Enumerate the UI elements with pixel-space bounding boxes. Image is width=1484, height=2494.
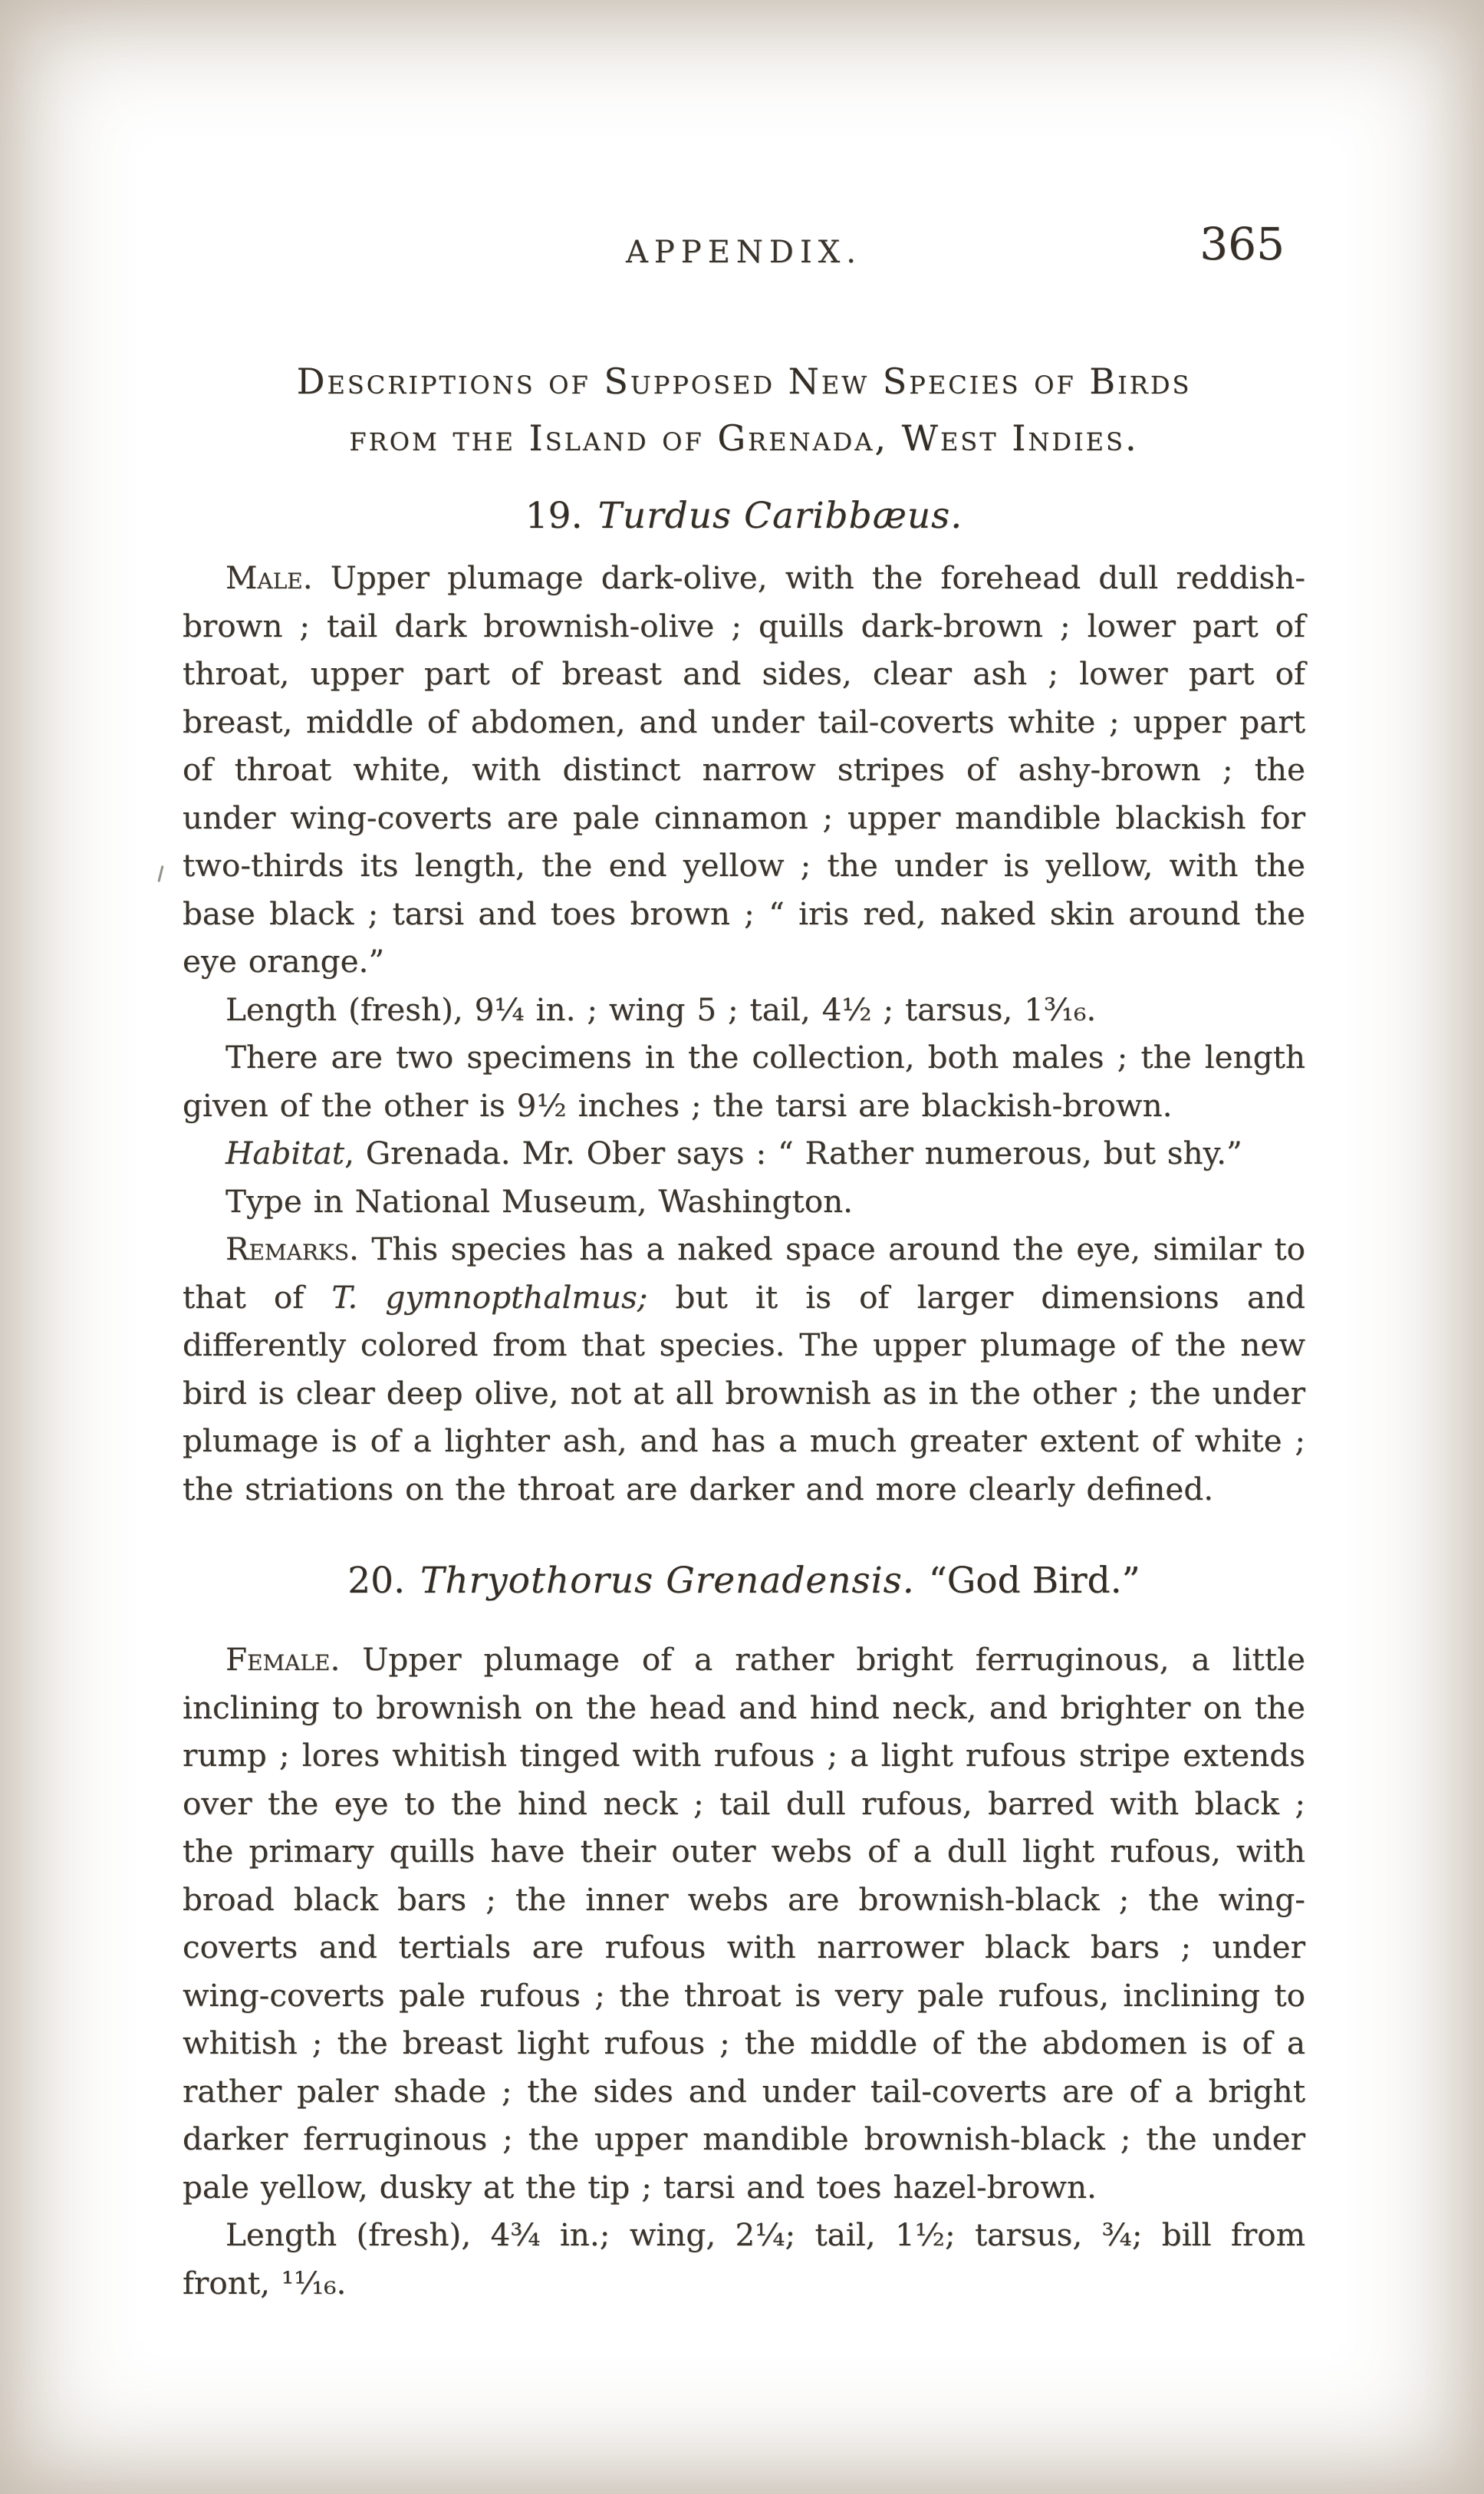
species-19-scientific-name: Turdus Caribbæus.: [597, 495, 963, 537]
remarks-text-pre: This species has a naked space around the eye, similar to that of: [183, 1231, 1305, 1316]
species-19-type-location: Type in National Museum, Washington.: [225, 1182, 854, 1220]
female-label: Female.: [225, 1641, 341, 1678]
page-number: 365: [1199, 218, 1285, 270]
species-19-measurements: Length (fresh), 9¼ in. ; wing 5 ; tail, 4½ ; tarsus, 1³⁄₁₆.: [225, 990, 1097, 1028]
species-20-heading: [183, 1557, 1305, 1605]
habitat-text: , Grenada. Mr. Ober says : “ Rather numerous, but shy.”: [344, 1135, 1242, 1171]
page-content: [183, 353, 1305, 2307]
scan-artifact-mark: [157, 865, 163, 882]
male-label: Male.: [225, 559, 313, 596]
species-20-common-name: “God Bird.”: [928, 1560, 1140, 1602]
running-head: APPENDIX.: [626, 235, 862, 270]
remarks-label: Remarks.: [225, 1231, 359, 1267]
species-20-number: 20.: [347, 1560, 406, 1602]
remarks-text-post: but it is of larger dimensions and differently colored from that species. The upper plumage of the new bird is clear deep olive, not at all brownish as in the other ; the under plumage is of a lighter ash, and has a much greater extent of white ; the striations on the throat are darker and more clearly defined.: [183, 1278, 1305, 1507]
species-20-scientific-name: Thryothorus Grenadensis.: [420, 1560, 915, 1602]
species-19-number: 19.: [525, 495, 583, 537]
article-title-line-1: Descriptions of Supposed New Species of Birds: [296, 361, 1192, 402]
species-19-specimens-note: There are two specimens in the collection, both males ; the length given of the other is 9½ inches ; the tarsi are blackish-brown.: [183, 1039, 1305, 1124]
species-20-female-description: [183, 1636, 1305, 2211]
species-19-heading: [183, 493, 1305, 540]
species-19-male-description: [183, 554, 1305, 986]
male-description-text: Upper plumage dark-olive, with the forehead dull reddish-brown ; tail dark brownish-olive ; quills dark-brown ; lower part of throat, upper part of breast and sides, clear ash ; lower part of breast, middle of abdomen, and under tail-coverts white ; upper part of throat white, with distinct narrow stripes of ashy-brown ; the under wing-coverts are pale cinnamon ; upper mandible blackish for two-thirds its length, the end yellow ; the under is yellow, with the base black ; tarsi and toes brown ; “ iris red, naked skin around the eye orange.”: [183, 559, 1305, 980]
article-title-line-2: from the Island of Grenada, West Indies.: [349, 417, 1139, 459]
remarks-species-reference: T. gymnopthalmus;: [331, 1278, 648, 1316]
female-description-text: Upper plumage of a rather bright ferruginous, a little inclining to brownish on the head and hind neck, and brighter on the rump ; lores whitish tinged with rufous ; a light rufous stripe extends over the eye to the hind neck ; tail dull rufous, barred with black ; the primary quills have their outer webs of a dull light rufous, with broad black bars ; the inner webs are brownish-black ; the wing-coverts and tertials are rufous with narrower black bars ; under wing-coverts pale rufous ; the throat is very pale rufous, inclining to whitish ; the breast light rufous ; the middle of the abdomen is of a rather paler shade ; the sides and under tail-coverts are of a bright darker ferruginous ; the upper mandible brownish-black ; the under pale yellow, dusky at the tip ; tarsi and toes hazel-brown.: [183, 1641, 1305, 2206]
species-20-measurements: Length (fresh), 4¾ in.; wing, 2¼; tail, 1½; tarsus, ¾; bill from front, ¹¹⁄₁₆.: [183, 2216, 1305, 2301]
species-19-habitat: [183, 1129, 1305, 1178]
habitat-label: Habitat: [225, 1135, 345, 1171]
species-19-remarks: [183, 1225, 1305, 1513]
